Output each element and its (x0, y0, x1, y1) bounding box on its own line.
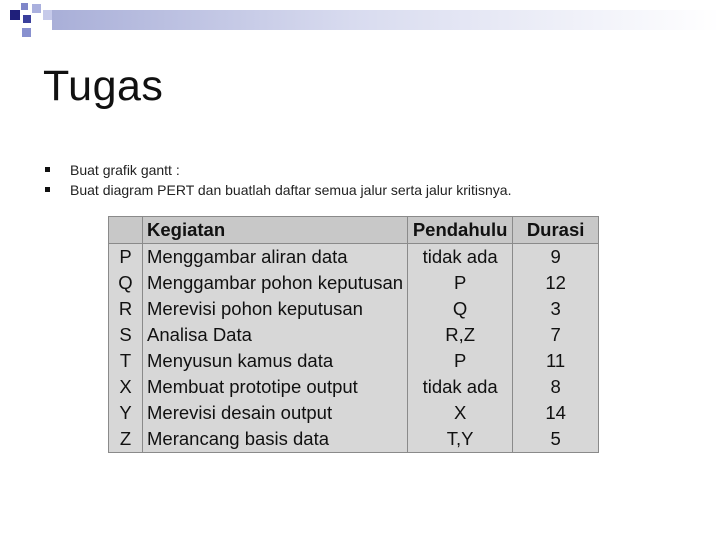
cell-code: Y (109, 400, 143, 426)
table-row (109, 426, 599, 453)
bullet-text: Buat grafik gantt : (70, 162, 180, 178)
cell-kegiatan: Membuat prototipe output (143, 374, 408, 400)
cell-kegiatan: Menggambar pohon keputusan (143, 270, 408, 296)
cell-pendahulu: tidak ada (408, 244, 513, 271)
bullet-item (45, 180, 512, 200)
cell-durasi: 11 (513, 348, 599, 374)
cell-durasi: 3 (513, 296, 599, 322)
header-durasi: Durasi (513, 217, 599, 244)
cell-durasi: 9 (513, 244, 599, 271)
cell-pendahulu: P (408, 348, 513, 374)
decor-square (22, 28, 31, 37)
cell-code: X (109, 374, 143, 400)
table-row (109, 374, 599, 400)
cell-pendahulu: P (408, 270, 513, 296)
header-pendahulu: Pendahulu (408, 217, 513, 244)
decor-square (21, 3, 28, 10)
bullet-item (45, 160, 512, 180)
cell-kegiatan: Merevisi pohon keputusan (143, 296, 408, 322)
header-code (109, 217, 143, 244)
square-bullet-icon (45, 167, 50, 172)
cell-kegiatan: Merevisi desain output (143, 400, 408, 426)
table-header-row (109, 217, 599, 244)
bullet-list (45, 160, 512, 200)
slide-title: Tugas (43, 62, 164, 110)
cell-durasi: 7 (513, 322, 599, 348)
table-row (109, 270, 599, 296)
table-row (109, 400, 599, 426)
decor-square (10, 10, 20, 20)
cell-pendahulu: R,Z (408, 322, 513, 348)
decor-square (32, 4, 41, 13)
bullet-text: Buat diagram PERT dan buatlah daftar semua jalur serta jalur kritisnya. (70, 182, 512, 198)
cell-code: T (109, 348, 143, 374)
cell-kegiatan: Menyusun kamus data (143, 348, 408, 374)
cell-pendahulu: Q (408, 296, 513, 322)
cell-kegiatan: Menggambar aliran data (143, 244, 408, 271)
cell-durasi: 12 (513, 270, 599, 296)
cell-pendahulu: X (408, 400, 513, 426)
cell-kegiatan: Merancang basis data (143, 426, 408, 453)
cell-code: Z (109, 426, 143, 453)
table-row (109, 296, 599, 322)
table-row (109, 322, 599, 348)
table-row (109, 348, 599, 374)
cell-pendahulu: tidak ada (408, 374, 513, 400)
header-kegiatan: Kegiatan (143, 217, 408, 244)
cell-code: P (109, 244, 143, 271)
cell-code: S (109, 322, 143, 348)
table-row (109, 244, 599, 271)
cell-durasi: 8 (513, 374, 599, 400)
cell-code: R (109, 296, 143, 322)
decor-square (23, 15, 31, 23)
header-gradient-bar (52, 10, 720, 30)
cell-code: Q (109, 270, 143, 296)
cell-kegiatan: Analisa Data (143, 322, 408, 348)
cell-durasi: 14 (513, 400, 599, 426)
cell-durasi: 5 (513, 426, 599, 453)
cell-pendahulu: T,Y (408, 426, 513, 453)
activity-table (108, 216, 599, 453)
square-bullet-icon (45, 187, 50, 192)
